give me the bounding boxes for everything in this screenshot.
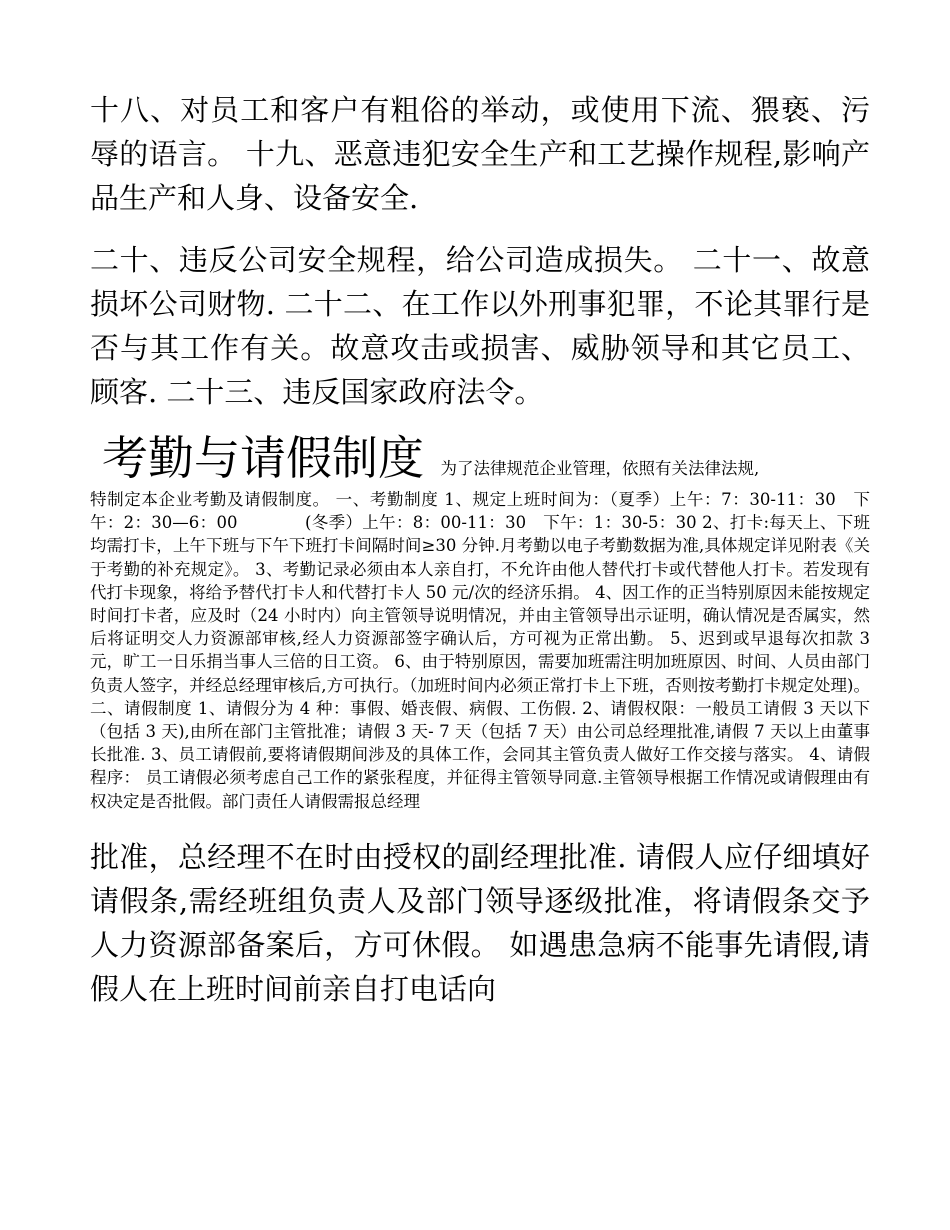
paragraph-leave-approval: 批准，总经理不在时由授权的副经理批准. 请假人应仔细填好请假条,需经班组负责人及部门领导逐级批准，将请假条交予人力资源部备案后，方可休假。 如遇患急病不能事先请假,请假人在上班时间前亲自打电话向 [90,839,870,1006]
paragraph-prohibited-acts-20-23: 二十、违反公司安全规程，给公司造成损失。 二十一、故意损坏公司财物. 二十二、在工作以外刑事犯罪，不论其罪行是否与其工作有关。故意攻击或损害、威胁领导和其它员工、顾客. 二十三、违反国家政府法令。 [90,243,870,409]
paragraph-attendance-rules: 特制定本企业考勤及请假制度。 一、考勤制度 1、规定上班时间为：（夏季）上午：7：30-11：30 下午：2：30—6：00 (冬季）上午：8：00-11：30 下午：1：30-5：30 2、打卡:每天上、下班均需打卡，上午下班与下午下班打卡间隔时间≥30 分钟.月考勤以电子考勤数据为准,具体规定详见附表《关于考勤的补充规定》。 3、考勤记录必须由本人亲自打，不允许由他人替代打卡或代替他人打卡。若发现有代打卡现象，将给予替代打卡人和代替打卡人 50 元/次的经济乐捐。 4、因工作的正当特别原因未能按规定时间打卡者，应及时（24 小时内）向主管领导说明情况，并由主管领导出示证明，确认情况是否属实，然后将证明交人力资源部审核,经人力资源部签字确认后，方可视为正常出勤。 5、迟到或早退每次扣款 3 元，旷工一日乐捐当事人三倍的日工资。 6、由于特别原因，需要加班需注明加班原因、时间、人员由部门负责人签字，并经总经理审核后,方可执行。（加班时间内必须正常打卡上下班，否则按考勤打卡规定处理)。 二、请假制度 1、请假分为 4 种：事假、婚丧假、病假、工伤假. 2、请假权限：一般员工请假 3 天以下（包括 3 天),由所在部门主管批准；请假 3 天- 7 天（包括 7 天）由公司总经理批准,请假 7 天以上由董事长批准. 3、员工请假前,要将请假期间涉及的具体工作，会同其主管负责人做好工作交接与落实。 4、请假程序： 员工请假必须考虑自己工作的紧张程度，并征得主管领导同意.主管领导根据工作情况或请假理由有权决定是否批假。部门责任人请假需报总经理 [90,490,870,811]
section-heading: 考勤与请假制度 [102,431,424,485]
document-page [90,88,870,1011]
attendance-section [90,428,870,813]
paragraph-prohibited-acts-18-19: 十八、对员工和客户有粗俗的举动，或使用下流、猥亵、污辱的语言。 十九、恶意违犯安全生产和工艺操作规程,影响产品生产和人身、设备安全. [90,93,870,215]
section-intro: 为了法律规范企业管理，依照有关法律法规, [440,459,760,478]
